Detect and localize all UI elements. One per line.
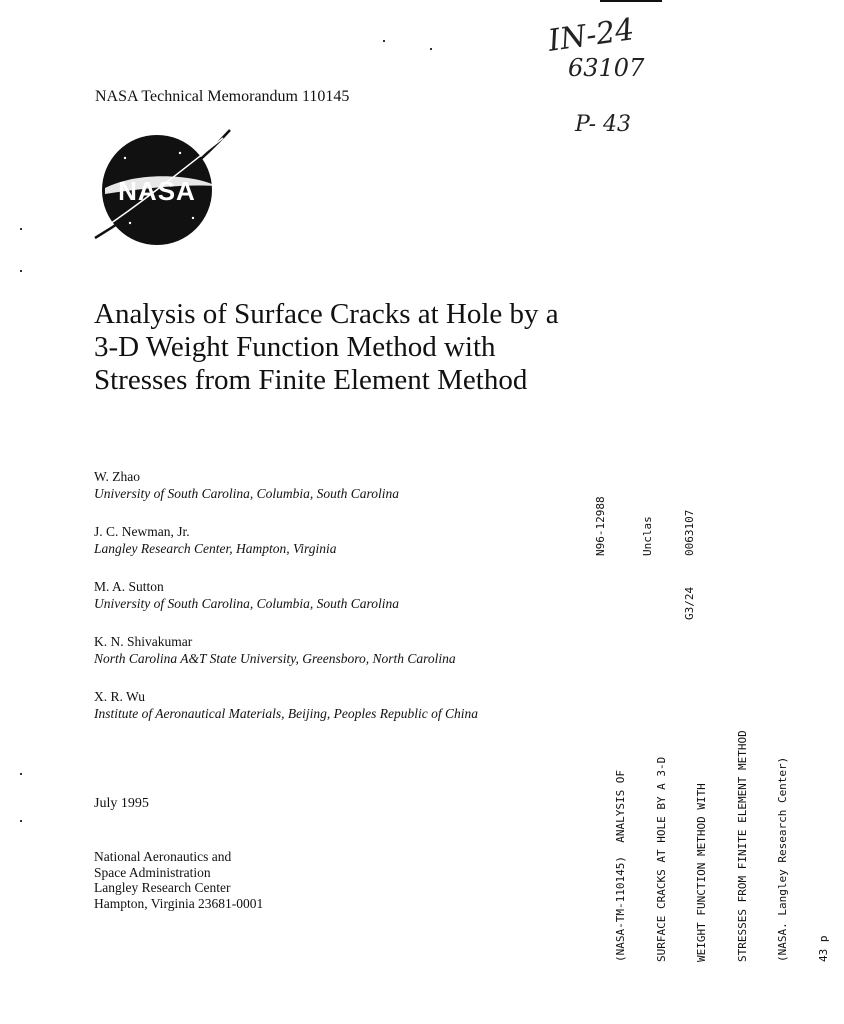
stamp-citation: [587, 730, 844, 962]
title-line-3: Stresses from Finite Element Method: [94, 364, 528, 396]
scan-mark-top: [600, 0, 662, 2]
scan-dot: [20, 228, 22, 230]
author-name: X. R. Wu: [94, 689, 145, 704]
title-line-1: Analysis of Surface Cracks at Hole by a: [94, 298, 559, 330]
title-line-2: 3-D Weight Function Method with: [94, 331, 496, 363]
org-line: Hampton, Virginia 23681-0001: [94, 895, 264, 911]
author-affiliation: Institute of Aeronautical Materials, Beijing, Peoples Republic of China: [94, 706, 478, 721]
citation-line: 43 p: [816, 935, 830, 962]
citation-line: SURFACE CRACKS AT HOLE BY A 3-D: [654, 756, 668, 962]
citation-line: (NASA-TM-110145) ANALYSIS OF: [614, 769, 627, 962]
handwritten-number: 63107: [568, 54, 645, 82]
author-2: [94, 523, 336, 557]
org-line: Langley Research Center: [94, 880, 231, 895]
scan-dot: [20, 773, 22, 775]
org-line: Space Administration: [94, 864, 211, 880]
author-3: [94, 578, 399, 612]
author-name: M. A. Sutton: [94, 579, 164, 594]
author-name: J. C. Newman, Jr.: [94, 524, 190, 539]
author-5: [94, 688, 478, 722]
scan-dot: [20, 270, 22, 272]
handwritten-pages: P- 43: [575, 112, 632, 137]
stamp-accession: N96-12988: [594, 496, 607, 556]
citation-line: WEIGHT FUNCTION METHOD WITH: [695, 783, 708, 962]
stamp-unclas: Unclas: [641, 516, 654, 556]
author-name: K. N. Shivakumar: [94, 634, 193, 649]
document-title: [94, 298, 654, 397]
citation-line: STRESSES FROM FINITE ELEMENT METHOD: [735, 730, 749, 962]
citation-line: (NASA. Langley Research Center): [776, 756, 789, 962]
org-line: National Aeronautics and: [94, 849, 232, 864]
memo-number: NASA Technical Memorandum 110145: [95, 88, 350, 105]
nasa-logo-text: NASA: [118, 176, 196, 206]
author-name: W. Zhao: [94, 469, 140, 484]
author-4: [94, 633, 456, 667]
scan-dot: [383, 40, 385, 42]
handwritten-category: IN-24: [545, 12, 637, 59]
author-1: [94, 468, 399, 502]
author-affiliation: University of South Carolina, Columbia, South Carolina: [94, 596, 400, 611]
stamp-g3: G3/24: [683, 586, 696, 620]
stamp-number: 0063107: [683, 509, 696, 556]
scan-dot: [430, 48, 432, 50]
nasa-logo: [85, 128, 235, 248]
organization-address: [94, 849, 263, 911]
scan-dot: [20, 820, 22, 822]
publication-date: July 1995: [94, 796, 149, 811]
author-affiliation: Langley Research Center, Hampton, Virginia: [94, 541, 337, 556]
author-affiliation: North Carolina A&T State University, Greensboro, North Carolina: [94, 651, 456, 666]
author-affiliation: University of South Carolina, Columbia, South Carolina: [94, 486, 400, 501]
